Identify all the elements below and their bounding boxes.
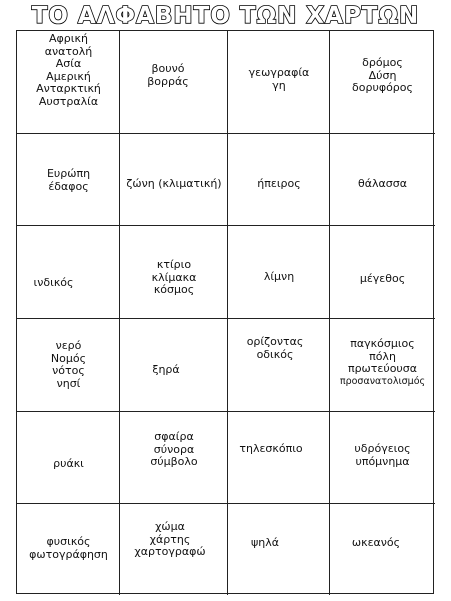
word: νησί [56, 376, 81, 390]
word: Ευρώπη [46, 167, 91, 180]
word: νερό [55, 339, 82, 352]
word: Νομός [50, 351, 87, 365]
word: κτίριο [156, 258, 192, 271]
word: ορίζοντας [246, 335, 304, 348]
word: φωτογράφηση [29, 547, 108, 561]
word: σύνορα [153, 442, 195, 456]
word: λίμνη [263, 270, 295, 283]
cell-omicron [228, 319, 330, 412]
word: νότος [52, 364, 85, 377]
cell-alpha [17, 31, 120, 134]
word: Ασία [55, 57, 82, 70]
cell-mu [330, 226, 435, 319]
word: θάλασσα [358, 177, 407, 190]
page-title: ΤΟ ΑΛΦΑΒΗΤΟ ΤΩΝ ΧΑΡΤΩΝ [31, 3, 420, 29]
word: Ανταρκτική [36, 82, 101, 95]
cell-omega [330, 504, 435, 595]
word: ζώνη (κλιματική) [126, 177, 222, 190]
word: ινδικός [33, 276, 74, 289]
word: ρυάκι [53, 457, 84, 470]
word: οδικός [256, 347, 294, 361]
word: τηλεσκόπιο [239, 442, 303, 455]
word: ωκεανός [351, 536, 401, 549]
cell-beta [120, 31, 228, 134]
cell-psi [228, 504, 330, 595]
cell-kappa [120, 226, 228, 319]
word: βορράς [147, 74, 189, 88]
word: Αμερική [46, 69, 91, 83]
word: δρόμος [362, 56, 403, 69]
cell-xi [120, 319, 228, 412]
word: Δύση [368, 68, 397, 82]
word: σύμβολο [150, 455, 198, 468]
cell-upsilon [330, 412, 435, 504]
word: σφαίρα [154, 430, 194, 443]
cell-lambda [228, 226, 330, 319]
cell-rho [17, 412, 120, 504]
word: κόσμος [153, 283, 195, 296]
cell-nu [17, 319, 120, 412]
cell-epsilon [17, 134, 120, 226]
cell-gamma [228, 31, 330, 134]
word: Αυστραλία [38, 94, 99, 108]
word: ψηλά [251, 536, 279, 549]
word: κλίμακα [151, 270, 197, 284]
cell-zeta [120, 134, 228, 226]
alphabet-table [16, 30, 434, 594]
word: προσανατολισμός [339, 375, 426, 387]
word: υπόμνημα [355, 454, 410, 468]
word: γη [272, 78, 286, 92]
word: έδαφος [48, 179, 89, 193]
word: φυσικός [46, 535, 91, 548]
cell-phi [17, 504, 120, 595]
word: χάρτης [149, 532, 191, 546]
word: πόλη [369, 349, 396, 363]
cell-sigma [120, 412, 228, 504]
cell-eta [228, 134, 330, 226]
word: βουνό [151, 62, 185, 75]
word: πρωτεύουσα [347, 362, 418, 375]
word: υδρόγειος [354, 442, 411, 455]
word: Αφρική [49, 32, 88, 45]
word: παγκόσμιος [350, 337, 415, 350]
word: χώμα [155, 520, 185, 533]
word: ξηρά [152, 363, 180, 376]
cell-chi [120, 504, 228, 595]
cell-pi [330, 319, 435, 412]
cell-iota [17, 226, 120, 319]
cell-delta [330, 31, 435, 134]
cell-theta [330, 134, 435, 226]
word: μέγεθος [359, 272, 406, 285]
word: ανατολή [44, 44, 93, 58]
word: χαρτογραφώ [134, 545, 206, 558]
word: γεωγραφία [248, 66, 310, 79]
cell-tau [228, 412, 330, 504]
word: δορυφόρος [352, 81, 413, 94]
word: ήπειρος [257, 177, 301, 190]
